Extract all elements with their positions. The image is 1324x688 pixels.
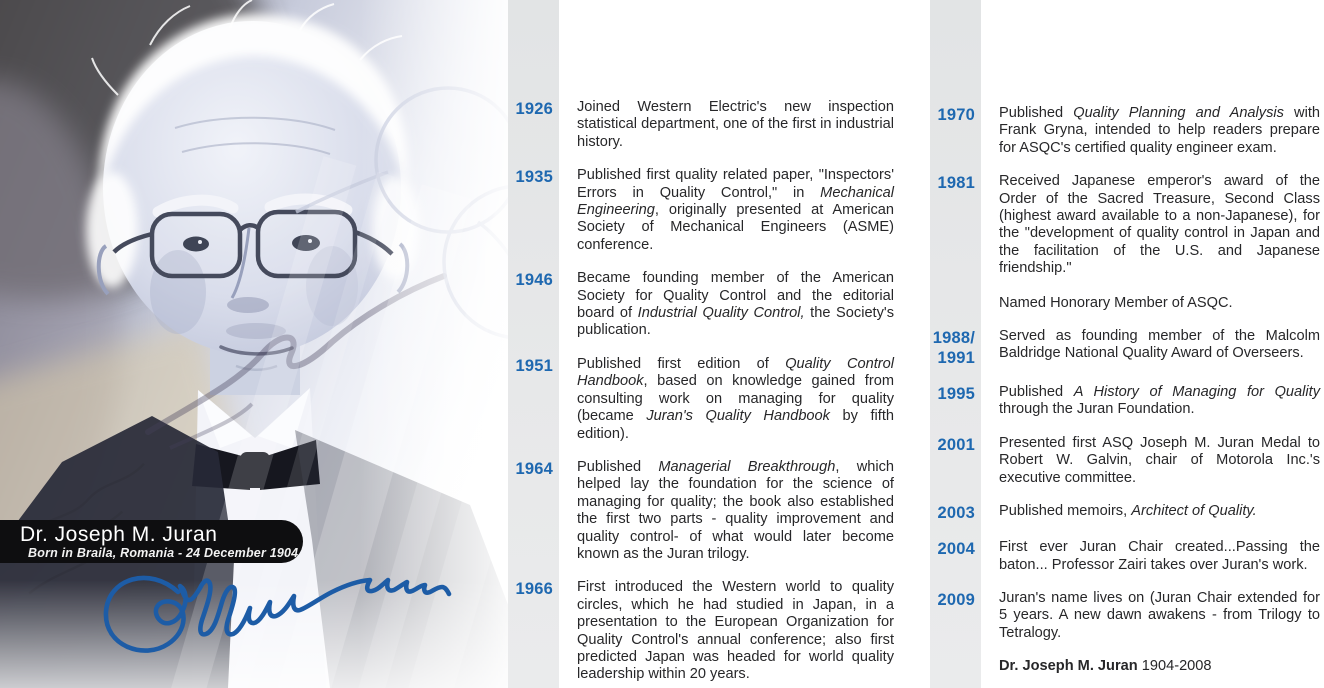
timeline-paragraph: Joined Western Electric's new inspection statistical department, one of the first in industrial history.: [577, 99, 894, 150]
timeline-entry: [930, 435, 1322, 487]
name-band: [0, 520, 303, 563]
signature-icon: [100, 564, 452, 664]
timeline-year: 2009: [937, 590, 975, 609]
timeline-entry: [508, 356, 910, 443]
timeline-paragraph: First ever Juran Chair created...Passing the baton... Professor Zairi takes over Juran's work.: [999, 539, 1320, 573]
timeline-paragraph: Dr. Joseph M. Juran 1904-2008: [999, 658, 1212, 675]
timeline-year: 2003: [937, 504, 975, 523]
timeline-year: 1995: [937, 385, 975, 404]
timeline-year: 2001: [937, 435, 975, 454]
timeline-text: [999, 503, 1320, 520]
timeline-entry: [930, 503, 1322, 523]
timeline-paragraph: Published first quality related paper, "Inspectors' Errors in Quality Control," in Mechanical Engineering, originally presented at American Society of Mechanical Engineers (ASME) conference.: [577, 167, 894, 253]
timeline-entry: [930, 328, 1322, 368]
timeline-entry: [930, 384, 1322, 419]
timeline-column-left: [508, 0, 910, 688]
timeline-text: [999, 539, 1320, 574]
timeline-text: [577, 167, 894, 254]
timeline-entry: [508, 579, 910, 683]
timeline-paragraph: Became founding member of the American Society for Quality Control and the editorial board of Industrial Quality Control, the Society's publication.: [577, 270, 894, 339]
juran-portrait-photo: [0, 0, 510, 688]
timeline-entry: [930, 590, 1322, 642]
timeline-year: 1935: [515, 168, 553, 187]
timeline-text: [999, 173, 1320, 312]
timeline-year: 1966: [515, 580, 553, 599]
timeline-year: 1926: [515, 100, 553, 118]
timeline-year: 1946: [515, 271, 553, 290]
timeline-entry: [508, 99, 910, 151]
timeline-paragraph: First introduced the Western world to quality circles, which he had studied in Japan, in a presentation to the European Organization for Quality Control's annual conference; also first predicted Japan was headed for world quality leadership within 20 years.: [577, 579, 894, 683]
timeline-paragraph: Received Japanese emperor's award of the Order of the Sacred Treasure, Second Class (highest award available to a non-Japanese), for the "development of quality control in Japan and the facilitation of the U.S. and Japanese friendship.": [999, 173, 1320, 277]
timeline-text: [999, 105, 1320, 157]
timeline-text: [999, 590, 1320, 642]
timeline-paragraph: Served as founding member of the Malcolm Baldridge National Quality Award of Overseers.: [999, 328, 1320, 362]
timeline-year: 1981: [937, 174, 975, 193]
timeline-text: [577, 579, 894, 683]
timeline-text: [999, 384, 1320, 419]
timeline-entry: [930, 173, 1322, 312]
timeline-text: [577, 270, 894, 340]
timeline-text: [999, 328, 1320, 363]
timeline-paragraph: Published memoirs, Architect of Quality.: [999, 503, 1257, 520]
timeline-paragraph: Published Managerial Breakthrough, which helped lay the foundation for the science of managing for quality; the book also established the first two parts - quality improvement and quality control- of what would later become known as the Juran trilogy.: [577, 458, 895, 562]
timeline-paragraph: Published first edition of Quality Control Handbook, based on knowledge gained from consulting work on managing for quality (became Juran's Quality Handbook by fifth edition).: [577, 355, 895, 442]
timeline-year: 2004: [937, 540, 975, 559]
timeline-text: [577, 459, 894, 563]
timeline-text: [999, 658, 1320, 675]
timeline-paragraph: Published A History of Managing for Quality through the Juran Foundation.: [999, 384, 1321, 418]
timeline-text: [999, 435, 1320, 487]
timeline-entry: [508, 270, 910, 340]
person-name: Dr. Joseph M. Juran: [20, 523, 218, 546]
timeline-paragraph: Published Quality Planning and Analysis with Frank Gryna, intended to help readers prepare for ASQC's certified quality engineer exam.: [999, 105, 1320, 156]
timeline-paragraph: Named Honorary Member of ASQC.: [999, 294, 1233, 311]
timeline-text: [577, 356, 894, 443]
timeline-column-right: [930, 0, 1322, 688]
timeline-text: [577, 99, 894, 151]
footer-signoff: [930, 658, 1322, 675]
timeline-year: 1970: [937, 106, 975, 124]
timeline-year: 1951: [515, 356, 553, 375]
timeline-entry: [930, 539, 1322, 574]
timeline-paragraph: Juran's name lives on (Juran Chair extended for 5 years. A new dawn awakens - from Trilogy to Tetralogy.: [999, 589, 1320, 641]
timeline-year: 1964: [515, 459, 553, 478]
timeline-year: 1988/ 1991: [932, 329, 975, 368]
timeline-entry: [508, 459, 910, 563]
timeline-entry: [930, 105, 1322, 157]
birth-caption: Born in Braila, Romania - 24 December 1904: [28, 546, 299, 560]
timeline-entry: [508, 167, 910, 254]
timeline-paragraph: Presented first ASQ Joseph M. Juran Medal to Robert W. Galvin, chair of Motorola Inc.'s executive committee.: [999, 434, 1320, 486]
